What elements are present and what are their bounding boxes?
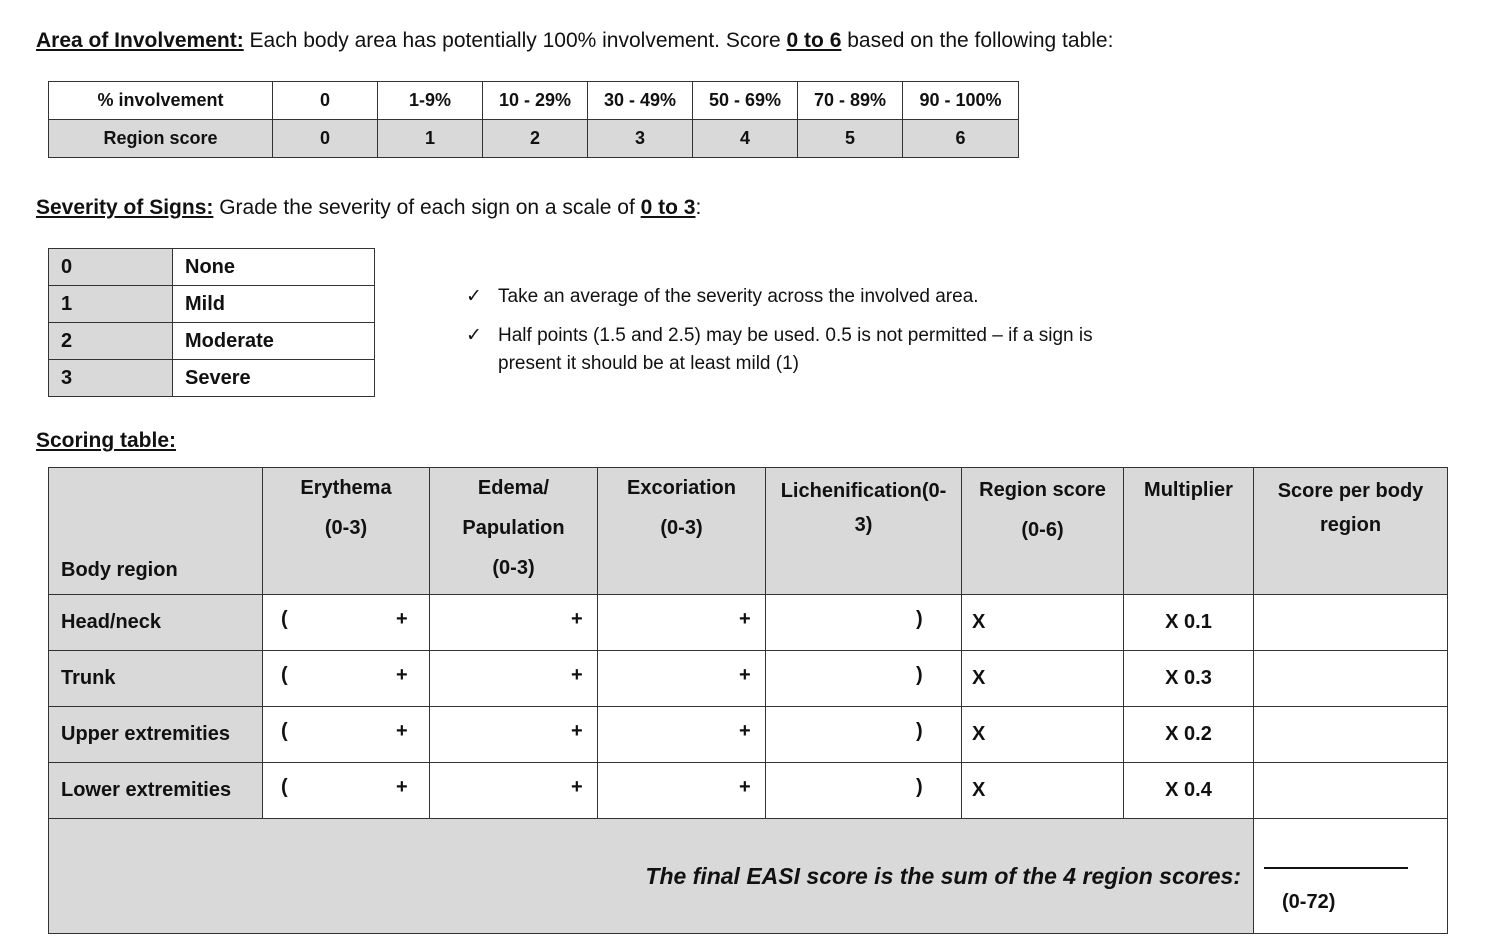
score-cell: 0 [273,120,378,158]
score-per-region-cell[interactable] [1254,763,1448,819]
severity-text-a: Grade the severity of each sign on a scale of [213,196,641,219]
severity-row [49,249,375,286]
score-per-region-cell[interactable] [1254,651,1448,707]
check-icon: ✓ [466,325,482,346]
percent-cell: 1-9% [378,82,483,120]
erythema-cell[interactable]: ( + [263,707,430,763]
percent-cell: 30 - 49% [588,82,693,120]
erythema-cell[interactable]: ( + [263,763,430,819]
severity-grade: 3 [49,360,173,397]
severity-label: Severe [173,360,375,397]
percent-cell: 50 - 69% [693,82,798,120]
area-text-a: Each body area has potentially 100% involvement. Score [243,29,787,52]
table-row [49,595,1448,651]
severity-grade: 0 [49,249,173,286]
table-row [49,651,1448,707]
header-lichenification: Lichenification(0- 3) [766,468,962,595]
lichenification-cell[interactable]: ) [766,651,962,707]
lichenification-cell[interactable]: ) [766,763,962,819]
percent-cell: 90 - 100% [903,82,1019,120]
edema-cell[interactable]: + [430,595,598,651]
severity-range: 0 to 3 [640,196,696,219]
header-excoriation: Excoriation (0-3) [598,468,766,595]
area-heading: Area of Involvement: [36,29,244,52]
severity-grade: 1 [49,286,173,323]
table-row [49,763,1448,819]
scoring-table [48,467,1448,934]
row-region: Trunk [49,651,263,707]
scoring-heading: Scoring table: [36,429,177,452]
header-multiplier: Multiplier [1124,468,1254,595]
severity-label: None [173,249,375,286]
header-edema: Edema/ Papulation (0-3) [430,468,598,595]
severity-heading: Severity of Signs: [36,196,214,219]
row-region: Lower extremities [49,763,263,819]
score-cell: 4 [693,120,798,158]
percent-cell: 0 [273,82,378,120]
final-score-blank[interactable] [1264,867,1408,869]
involvement-table [48,81,1019,158]
area-intro [36,29,1113,53]
involvement-score-row [49,120,1019,158]
area-text-b: based on the following table: [841,29,1114,52]
excoriation-cell[interactable]: + [598,707,766,763]
note-average [466,283,1116,311]
row-region: Upper extremities [49,707,263,763]
score-cell: 3 [588,120,693,158]
score-cell: 1 [378,120,483,158]
score-cell: 5 [798,120,903,158]
severity-grade: 2 [49,323,173,360]
percent-cell: 10 - 29% [483,82,588,120]
final-score-text: The final EASI score is the sum of the 4 region scores: [49,819,1254,934]
score-cell: 2 [483,120,588,158]
excoriation-cell[interactable]: + [598,763,766,819]
edema-cell[interactable]: + [430,707,598,763]
header-body-region: Body region [49,468,263,595]
header-erythema: Erythema (0-3) [263,468,430,595]
final-score-cell[interactable] [1254,819,1448,934]
row-region: Head/neck [49,595,263,651]
severity-table [48,248,375,397]
scoring-header-row [49,468,1448,595]
involvement-percent-row [49,82,1019,120]
final-score-range: (0-72) [1282,891,1336,913]
region-score-cell[interactable]: X [962,763,1124,819]
region-score-cell[interactable]: X [962,707,1124,763]
edema-cell[interactable]: + [430,651,598,707]
score-cell: 6 [903,120,1019,158]
percent-cell: 70 - 89% [798,82,903,120]
multiplier-cell: X 0.1 [1124,595,1254,651]
score-per-region-cell[interactable] [1254,595,1448,651]
score-per-region-cell[interactable] [1254,707,1448,763]
severity-label: Mild [173,286,375,323]
table-row [49,707,1448,763]
check-icon: ✓ [466,286,482,307]
excoriation-cell[interactable]: + [598,595,766,651]
erythema-cell[interactable]: ( + [263,651,430,707]
severity-text-b: : [695,196,702,219]
severity-label: Moderate [173,323,375,360]
severity-row [49,360,375,397]
note-half-points [466,322,1126,378]
region-score-cell[interactable]: X [962,651,1124,707]
erythema-cell[interactable]: ( + [263,595,430,651]
note-text: Half points (1.5 and 2.5) may be used. 0.5 is not permitted – if a sign is present it should be at least mild (1) [498,325,1093,374]
lichenification-cell[interactable]: ) [766,595,962,651]
multiplier-cell: X 0.4 [1124,763,1254,819]
percent-label: % involvement [49,82,273,120]
excoriation-cell[interactable]: + [598,651,766,707]
edema-cell[interactable]: + [430,763,598,819]
multiplier-cell: X 0.3 [1124,651,1254,707]
multiplier-cell: X 0.2 [1124,707,1254,763]
area-range: 0 to 6 [786,29,842,52]
lichenification-cell[interactable]: ) [766,707,962,763]
severity-row [49,323,375,360]
header-score-per-region: Score per body region [1254,468,1448,595]
header-region-score: Region score (0-6) [962,468,1124,595]
final-score-row [49,819,1448,934]
severity-row [49,286,375,323]
note-text: Take an average of the severity across the involved area. [498,286,979,307]
score-label: Region score [49,120,273,158]
region-score-cell[interactable]: X [962,595,1124,651]
severity-intro [36,196,701,220]
